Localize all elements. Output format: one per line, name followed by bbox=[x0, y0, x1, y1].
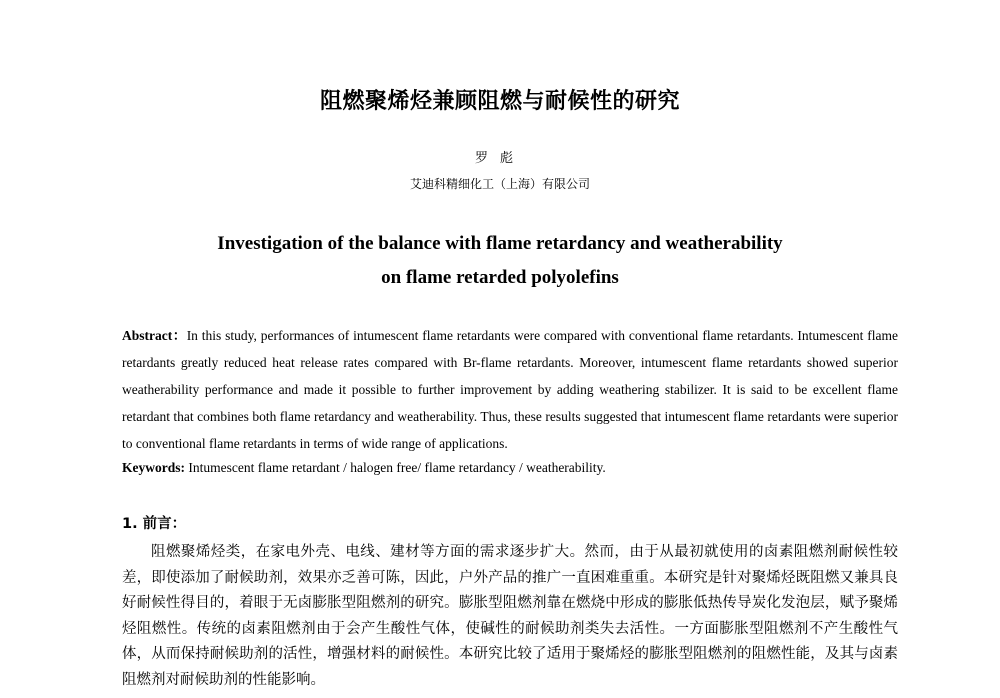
abstract-label: Abstract： bbox=[122, 328, 187, 343]
section-body-introduction: 阻燃聚烯烃类，在家电外壳、电线、建材等方面的需求逐步扩大。然而，由于从最初就使用的卤素阻燃剂耐候性较差，即使添加了耐候助剂，效果亦乏善可陈，因此，户外产品的推广一直困难重重。本研究是针对聚烯烃既阻燃又兼具良好耐候性得目的，着眼于无卤膨胀型阻燃剂的研究。膨胀型阻燃剂靠在燃烧中形成的膨胀低热传导炭化发泡层，赋予聚烯烃阻燃性。传统的卤素阻燃剂由于会产生酸性气体，使碱性的耐候助剂类失去活性。一方面膨胀型阻燃剂不产生酸性气体，从而保持耐候助剂的活性，增强材料的耐候性。本研究比较了适用于聚烯烃的膨胀型阻燃剂的阻燃性能，及其与卤素阻燃剂对耐候助剂的性能影响。 bbox=[122, 544, 898, 688]
keywords-label: Keywords: bbox=[122, 460, 185, 475]
abstract-text: In this study, performances of intumescent flame retardants were compared with conventional flame retardants. Intumescent flame retardants greatly reduced heat release rates compared with Br-flame retardants. Moreover, intumescent flame retardants showed superior weatherability performance and made it possible to further improvement by adding weathering stabilizer. It is said to be excellent flame retardant that combines both flame retardancy and weatherability. Thus, these results suggested that intumescent flame retardants were superior to conventional flame retardants in terms of wide range of applications. bbox=[122, 328, 898, 451]
chinese-title: 阻燃聚烯烃兼顾阻燃与耐候性的研究 bbox=[319, 89, 680, 114]
english-title-line-2: on flame retarded polyolefins bbox=[381, 267, 619, 288]
section-heading-introduction: 1. 前言： bbox=[122, 516, 187, 532]
keywords-text: Intumescent flame retardant / halogen free/ flame retardancy / weatherability. bbox=[185, 460, 606, 475]
keywords bbox=[122, 457, 898, 479]
author-affiliation: 艾迪科精细化工（上海）有限公司 bbox=[409, 177, 590, 191]
abstract bbox=[122, 322, 898, 457]
english-title-line-1: Investigation of the balance with flame retardancy and weatherability bbox=[217, 233, 783, 254]
author-name: 罗彪 bbox=[474, 151, 525, 166]
